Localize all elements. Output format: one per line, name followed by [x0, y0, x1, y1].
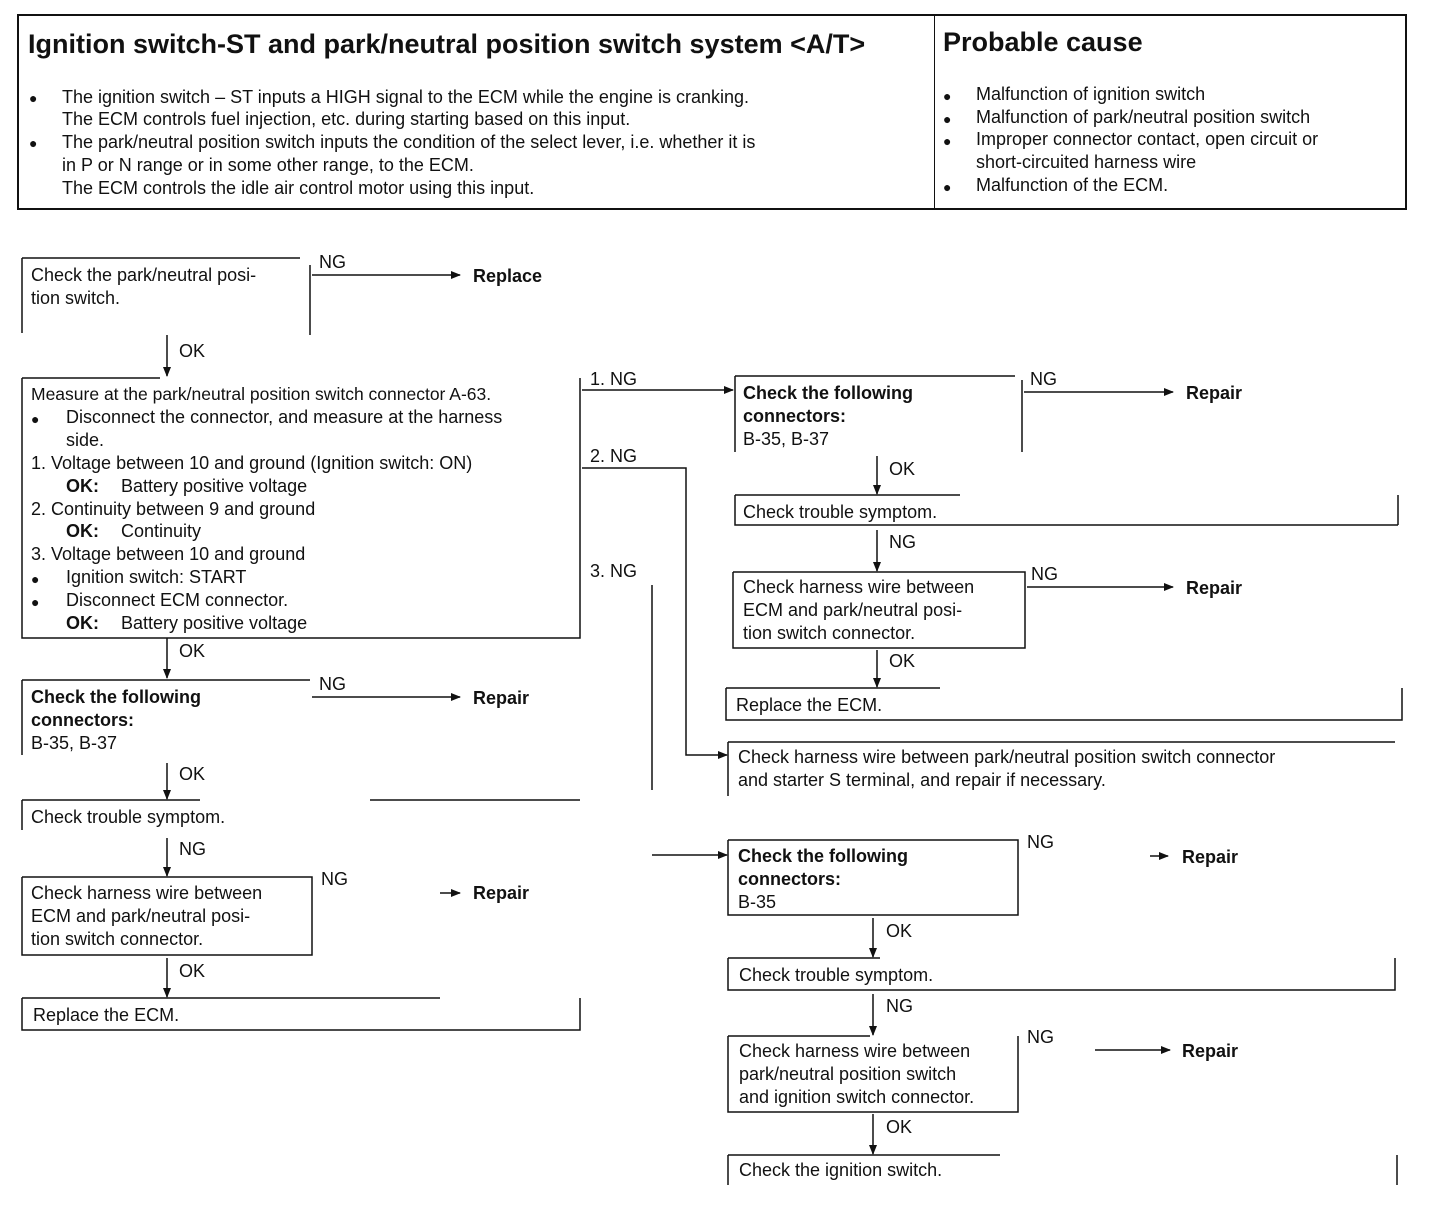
- measure-line: Disconnect ECM connector.: [66, 590, 289, 610]
- harness-ecm-line: ECM and park/neutral posi-: [31, 906, 251, 926]
- ng-label: NG: [1027, 832, 1054, 852]
- measure-line: 2. Continuity between 9 and ground: [31, 499, 316, 519]
- description-line: The ignition switch – ST inputs a HIGH signal to the ECM while the engine is cranking.: [62, 87, 750, 107]
- connectors-check-line: connectors:: [743, 406, 847, 426]
- ng-label: NG: [321, 869, 348, 889]
- connectors-check-line: Check the following: [743, 383, 914, 403]
- ok-label: OK: [179, 764, 206, 784]
- measure-line: Ignition switch: START: [66, 567, 247, 587]
- bullet-icon: ●: [31, 411, 40, 427]
- branch-2ng: [582, 468, 727, 755]
- measure-line: Battery positive voltage: [121, 613, 308, 633]
- harness-ign-line: Check harness wire between: [739, 1041, 971, 1061]
- harness-starter-line: and starter S terminal, and repair if necessary.: [738, 770, 1106, 790]
- cause-item: Improper connector contact, open circuit or: [976, 129, 1319, 149]
- harness-ecm-line: tion switch connector.: [31, 929, 204, 949]
- bullet-icon: ●: [943, 88, 952, 104]
- ok-label: OK: [179, 641, 206, 661]
- ng-label: NG: [319, 674, 346, 694]
- trouble-symptom: Check trouble symptom.: [739, 965, 934, 985]
- result-replace: Replace: [473, 266, 543, 286]
- step-check-pn-switch-line: Check the park/neutral posi-: [31, 265, 257, 285]
- harness-ign-line: and ignition switch connector.: [739, 1087, 975, 1107]
- replace-ecm: Replace the ECM.: [33, 1005, 180, 1025]
- harness-ecm-line: Check harness wire between: [31, 883, 263, 903]
- trouble-symptom: Check trouble symptom.: [743, 502, 938, 522]
- measure-title: Measure at the park/neutral position switch connector A-63.: [31, 384, 492, 404]
- bullet-icon: ●: [29, 90, 38, 106]
- connectors-check-line: Check the following: [738, 846, 909, 866]
- ng-label: NG: [1027, 1027, 1054, 1047]
- ng-branch-label: 1. NG: [590, 369, 638, 389]
- ng-branch-label: 3. NG: [590, 561, 638, 581]
- description-line: in P or N range or in some other range, to the ECM.: [62, 155, 474, 175]
- measure-line: 3. Voltage between 10 and ground: [31, 544, 306, 564]
- page-title: Ignition switch-ST and park/neutral position switch system <A/T>: [28, 29, 866, 59]
- ng-label: NG: [889, 532, 916, 552]
- harness-ign-line: park/neutral position switch: [739, 1064, 957, 1084]
- result-repair: Repair: [473, 688, 530, 708]
- harness-ecm-line: Check harness wire between: [743, 577, 975, 597]
- connectors-check-line: Check the following: [31, 687, 202, 707]
- measure-line: Continuity: [121, 521, 202, 541]
- ok-label: OK: [889, 651, 916, 671]
- bullet-icon: ●: [943, 133, 952, 149]
- ng-label: NG: [179, 839, 206, 859]
- ok-label: OK: [886, 921, 913, 941]
- description-line: The ECM controls the idle air control motor using this input.: [62, 178, 535, 198]
- ok-label: OK: [179, 341, 206, 361]
- bullet-icon: ●: [943, 111, 952, 127]
- branch-3ng: [652, 585, 727, 855]
- harness-ecm-line: ECM and park/neutral posi-: [743, 600, 963, 620]
- cause-item: Malfunction of ignition switch: [976, 84, 1206, 104]
- result-repair: Repair: [1182, 847, 1239, 867]
- measure-line: Disconnect the connector, and measure at the harness: [66, 407, 503, 427]
- bullet-icon: ●: [29, 135, 38, 151]
- result-repair: Repair: [1186, 578, 1243, 598]
- ok-label: OK: [179, 961, 206, 981]
- trouble-symptom: Check trouble symptom.: [31, 807, 226, 827]
- ng-label: NG: [886, 996, 913, 1016]
- result-repair: Repair: [1186, 383, 1243, 403]
- probable-cause-title: Probable cause: [943, 27, 1143, 57]
- cause-item: Malfunction of the ECM.: [976, 175, 1169, 195]
- connectors-check-line: connectors:: [738, 869, 842, 889]
- check-ignition-switch: Check the ignition switch.: [739, 1160, 943, 1180]
- harness-ecm-line: tion switch connector.: [743, 623, 916, 643]
- connectors-check-line: B-35, B-37: [31, 733, 118, 753]
- result-repair: Repair: [473, 883, 530, 903]
- ok-label: OK: [889, 459, 916, 479]
- measure-line: side.: [66, 430, 105, 450]
- bullet-icon: ●: [31, 571, 40, 587]
- connectors-check-line: connectors:: [31, 710, 135, 730]
- harness-starter-line: Check harness wire between park/neutral position switch connector: [738, 747, 1276, 767]
- cause-item: Malfunction of park/neutral position switch: [976, 107, 1311, 127]
- result-repair: Repair: [1182, 1041, 1239, 1061]
- ng-label: NG: [319, 252, 346, 272]
- cause-item: short-circuited harness wire: [976, 152, 1197, 172]
- measure-line: 1. Voltage between 10 and ground (Ignition switch: ON): [31, 453, 473, 473]
- ng-label: NG: [1031, 564, 1058, 584]
- ok-criteria-label: OK:: [66, 613, 99, 633]
- ok-criteria-label: OK:: [66, 476, 99, 496]
- measure-line: Battery positive voltage: [121, 476, 308, 496]
- replace-ecm: Replace the ECM.: [736, 695, 883, 715]
- ng-label: NG: [1030, 369, 1057, 389]
- description-line: The park/neutral position switch inputs the condition of the select lever, i.e. whether it is: [62, 132, 756, 152]
- bullet-icon: ●: [31, 594, 40, 610]
- connectors-check-line: B-35, B-37: [743, 429, 830, 449]
- bullet-icon: ●: [943, 179, 952, 195]
- description-line: The ECM controls fuel injection, etc. during starting based on this input.: [62, 109, 631, 129]
- step-check-pn-switch-line: tion switch.: [31, 288, 121, 308]
- ok-label: OK: [886, 1117, 913, 1137]
- connectors-check-line: B-35: [738, 892, 777, 912]
- ng-branch-label: 2. NG: [590, 446, 638, 466]
- ok-criteria-label: OK:: [66, 521, 99, 541]
